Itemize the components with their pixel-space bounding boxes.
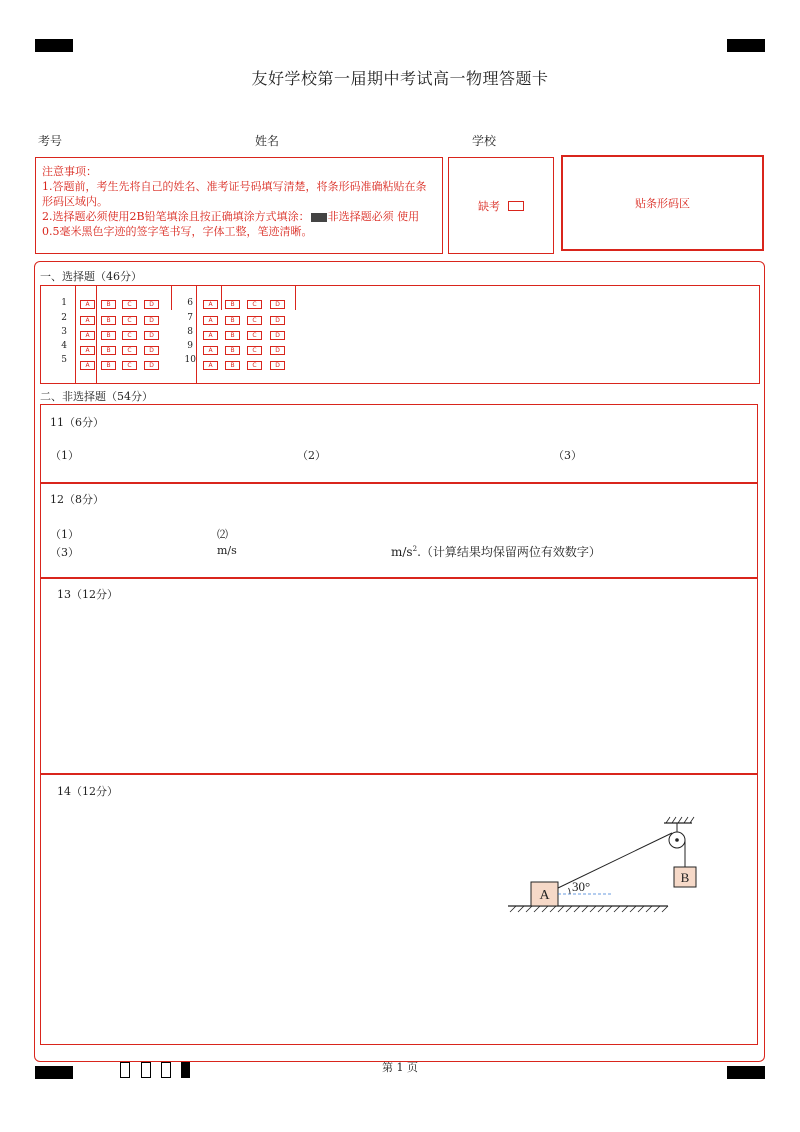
question-number: 5	[61, 355, 67, 365]
option-bubble[interactable]: B	[101, 300, 116, 309]
option-bubble[interactable]: D	[144, 361, 159, 370]
q12-unit2: m/s	[391, 545, 413, 559]
q12-note: .（计算结果均保留两位有效数字）	[417, 545, 601, 559]
pulley-axle	[675, 838, 679, 842]
registration-mark-top-right	[727, 39, 765, 52]
section1-title: 一、选择题（46分）	[40, 270, 142, 283]
option-bubble[interactable]: A	[203, 316, 218, 325]
q12-part2: ⑵	[217, 528, 228, 541]
option-bubble[interactable]: C	[247, 331, 262, 340]
option-bubble[interactable]: A	[80, 331, 95, 340]
option-bubble[interactable]: C	[122, 361, 137, 370]
q12-part1: （1）	[50, 528, 79, 541]
question-number: 4	[61, 341, 67, 351]
angle-arc	[569, 888, 571, 894]
absent-checkbox[interactable]	[508, 201, 524, 211]
notice-box	[35, 157, 443, 254]
notice-line-2a: 2.选择题必须使用2B铅笔填涂且按正确填涂方式填涂：	[42, 210, 310, 223]
grid-divider	[196, 286, 197, 383]
q12-unit-velocity: m/s	[217, 544, 237, 557]
option-bubble[interactable]: D	[144, 331, 159, 340]
rope-incline	[558, 833, 672, 888]
option-bubble[interactable]: D	[270, 316, 285, 325]
notice-heading: 注意事项：	[42, 165, 97, 178]
option-bubble[interactable]: B	[225, 331, 240, 340]
grid-divider	[75, 286, 76, 383]
option-bubble[interactable]: B	[101, 316, 116, 325]
option-bubble[interactable]: A	[203, 331, 218, 340]
option-bubble[interactable]: C	[247, 316, 262, 325]
notice-line-1: 1.答题前，考生先将自己的姓名、准考证号码填写清楚，将条形码准确粘贴在条形码区域内。	[42, 180, 427, 208]
page-number: 第 1 页	[382, 1061, 418, 1074]
question-number: 9	[187, 341, 193, 351]
question-number: 7	[187, 313, 193, 323]
option-bubble[interactable]: C	[122, 300, 137, 309]
option-bubble[interactable]: D	[144, 346, 159, 355]
fill-sample-icon	[311, 213, 327, 222]
option-bubble[interactable]: A	[80, 316, 95, 325]
incline-pulley-diagram	[500, 815, 700, 915]
option-bubble[interactable]: C	[247, 361, 262, 370]
option-bubble[interactable]: D	[270, 300, 285, 309]
option-bubble[interactable]: B	[225, 361, 240, 370]
page-title: 友好学校第一届期中考试高一物理答题卡	[251, 69, 549, 88]
angle-label: 30°	[572, 879, 591, 894]
question-13-title: 13（12分）	[57, 588, 118, 601]
multiple-choice-grid	[40, 285, 760, 384]
question-number: 2	[61, 313, 67, 323]
barcode-label: 贴条形码区	[635, 197, 690, 210]
option-bubble[interactable]: D	[270, 331, 285, 340]
option-bubble[interactable]: C	[122, 316, 137, 325]
section2-title: 二、非选择题（54分）	[40, 390, 153, 403]
question-14-title: 14（12分）	[57, 785, 118, 798]
absent-label: 缺考	[478, 199, 500, 213]
grid-divider	[221, 286, 222, 310]
q11-part2: （2）	[297, 449, 326, 462]
option-bubble[interactable]: C	[247, 346, 262, 355]
question-13-box[interactable]	[40, 578, 758, 774]
question-number: 10	[184, 355, 196, 365]
q12-unit2-exponent: 2	[412, 545, 418, 553]
q11-part3: （3）	[553, 449, 582, 462]
option-bubble[interactable]: A	[80, 300, 95, 309]
question-number: 1	[61, 298, 67, 308]
question-11-title: 11（6分）	[50, 416, 104, 429]
option-bubble[interactable]: D	[144, 316, 159, 325]
question-number: 8	[187, 327, 193, 337]
question-number: 3	[61, 327, 67, 337]
option-bubble[interactable]: B	[225, 346, 240, 355]
q11-part1: （1）	[50, 449, 79, 462]
option-bubble[interactable]: A	[203, 346, 218, 355]
absent-box	[448, 157, 554, 254]
option-bubble[interactable]: D	[270, 346, 285, 355]
school-label: 学校	[472, 134, 497, 148]
block-b-label: B	[680, 870, 690, 885]
option-bubble[interactable]: C	[122, 346, 137, 355]
notice-line-2b: 非选择题必须 使用0.5毫米黑色字迹的签字笔书写，字体工整，笔迹清晰。	[42, 210, 420, 238]
name-label: 姓名	[255, 134, 280, 148]
notice-line-2	[42, 209, 436, 239]
option-bubble[interactable]: D	[144, 300, 159, 309]
option-bubble[interactable]: B	[101, 361, 116, 370]
q12-unit-acceleration	[391, 543, 601, 560]
grid-divider	[96, 286, 97, 383]
option-bubble[interactable]: B	[101, 346, 116, 355]
option-bubble[interactable]: C	[122, 331, 137, 340]
question-11-box[interactable]	[40, 404, 758, 483]
option-bubble[interactable]: A	[80, 361, 95, 370]
registration-mark-top-left	[35, 39, 73, 52]
grid-divider	[171, 286, 172, 310]
ground-hatching	[510, 906, 668, 912]
question-number: 6	[187, 298, 193, 308]
q12-part3: （3）	[50, 546, 79, 559]
ceiling-hatching	[666, 817, 694, 823]
option-bubble[interactable]: A	[80, 346, 95, 355]
exam-number-label: 考号	[38, 134, 63, 148]
block-a-label: A	[539, 888, 550, 903]
option-bubble[interactable]: A	[203, 361, 218, 370]
option-bubble[interactable]: A	[203, 300, 218, 309]
option-bubble[interactable]: B	[225, 316, 240, 325]
grid-divider	[295, 286, 296, 310]
option-bubble[interactable]: B	[101, 331, 116, 340]
option-bubble[interactable]: B	[225, 300, 240, 309]
question-12-title: 12（8分）	[50, 493, 104, 506]
option-bubble[interactable]: D	[270, 361, 285, 370]
question-12-box[interactable]	[40, 483, 758, 578]
option-bubble[interactable]: C	[247, 300, 262, 309]
barcode-area	[561, 155, 764, 251]
